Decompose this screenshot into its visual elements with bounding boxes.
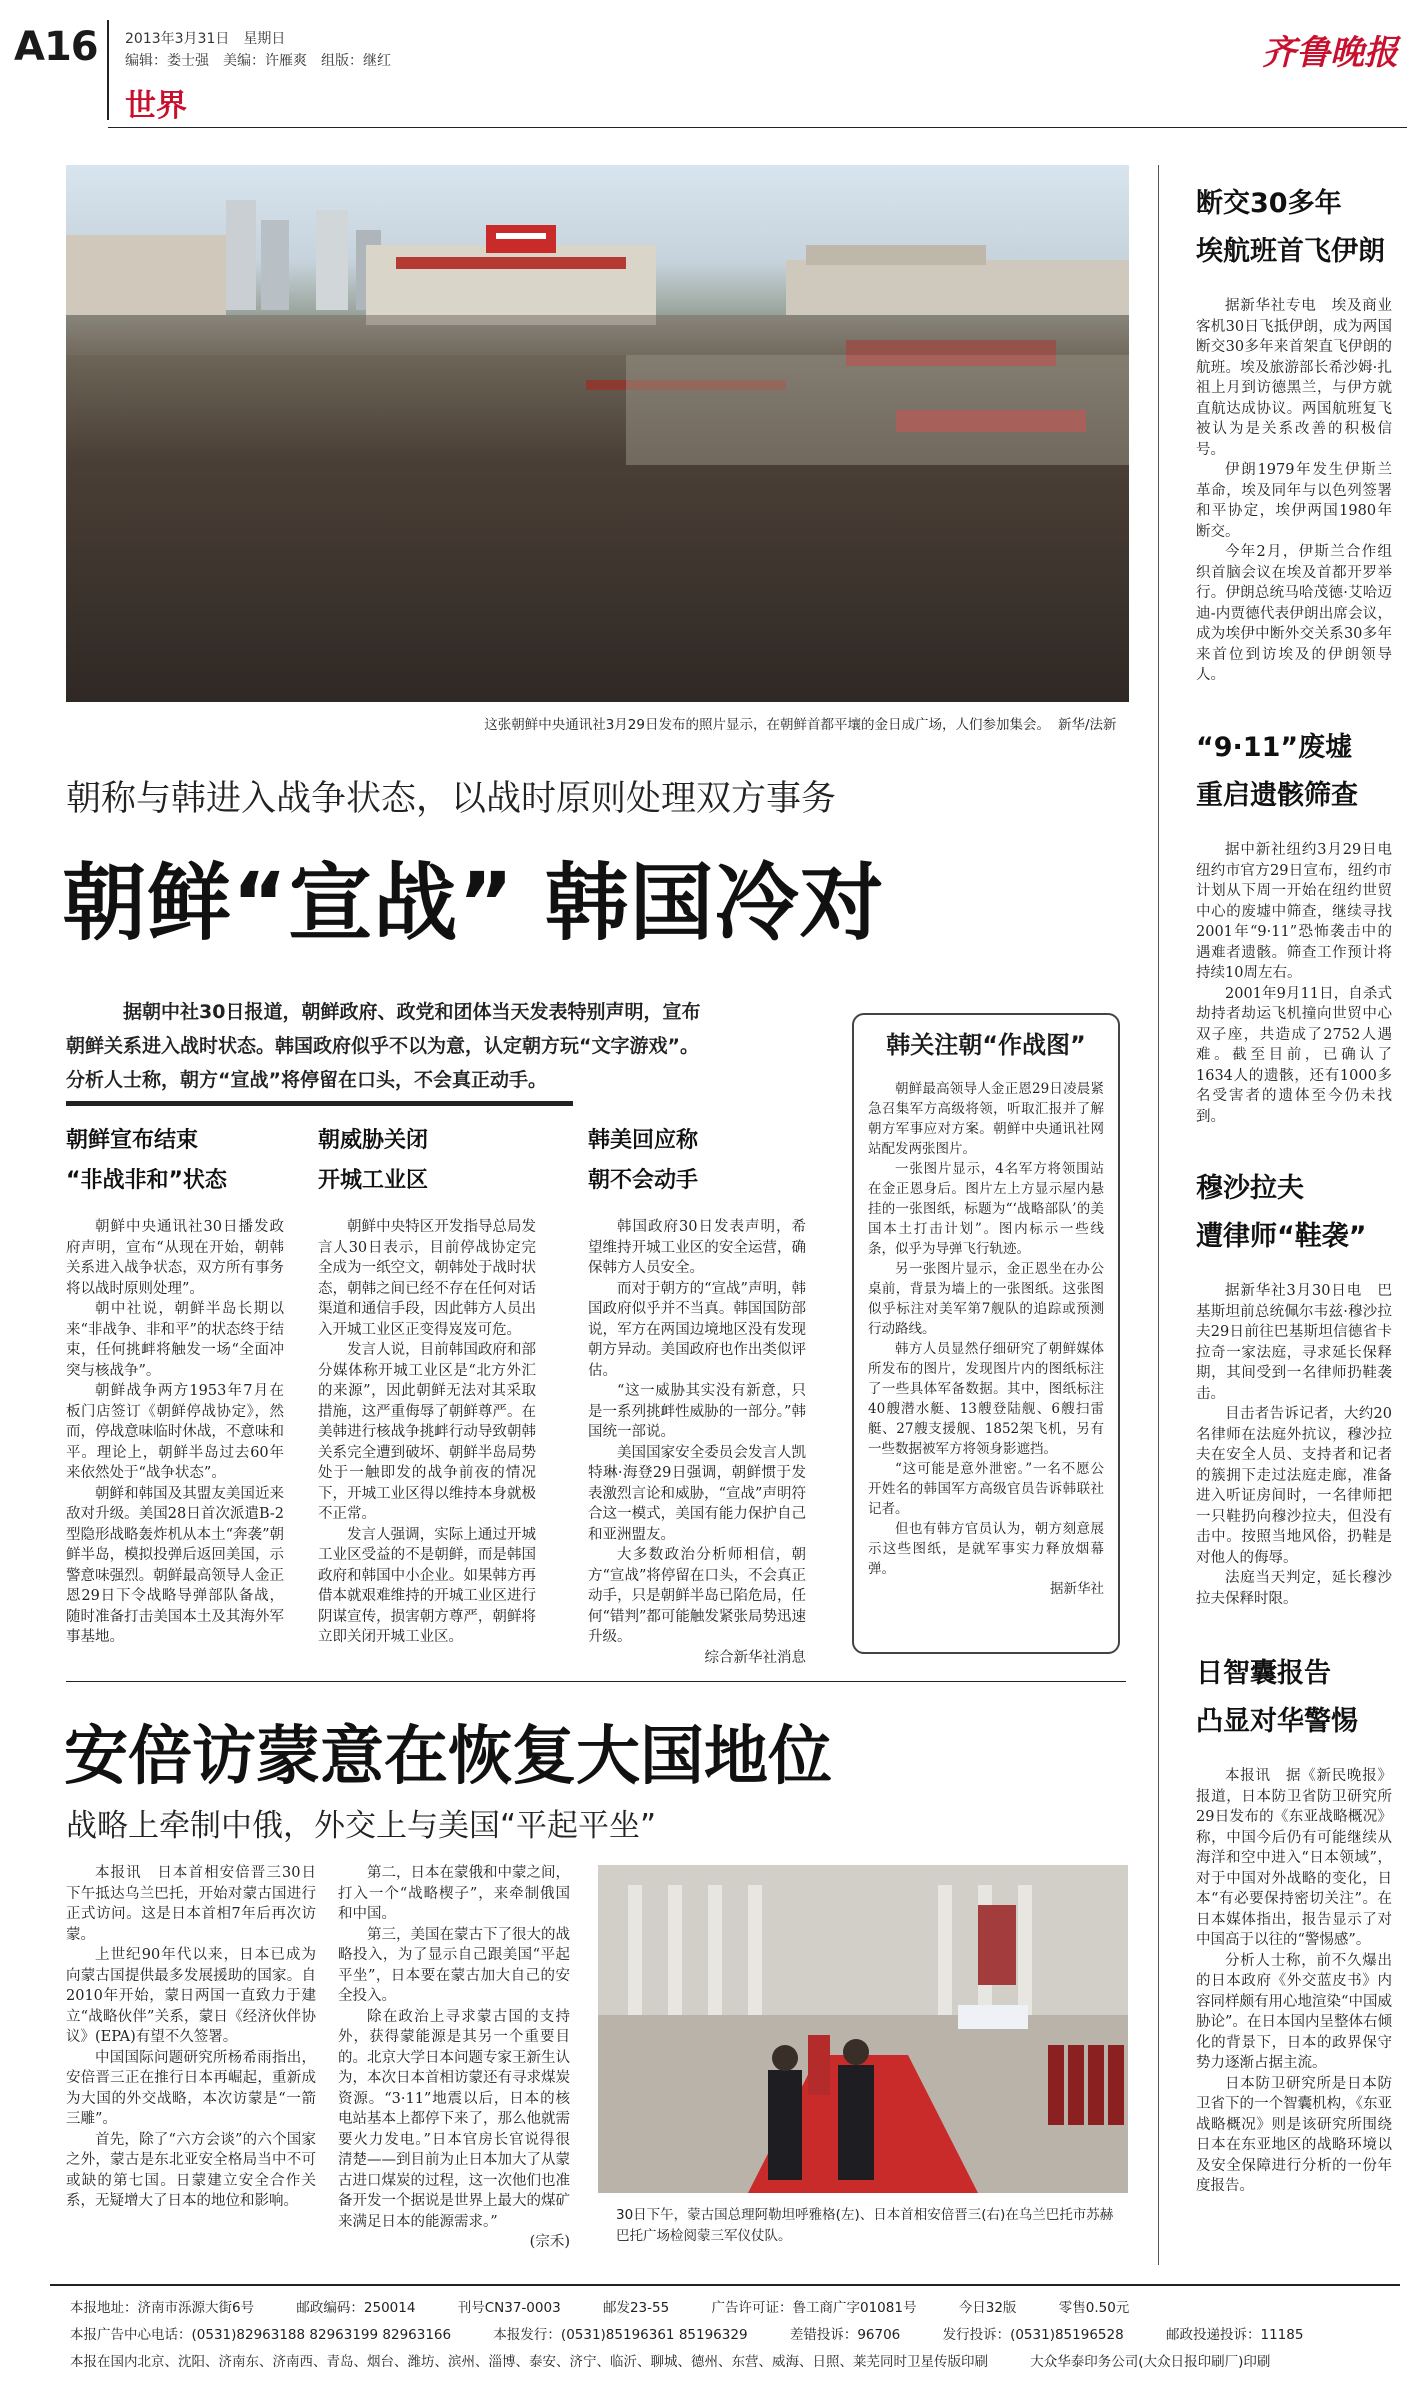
column-3-paragraph: 美国国家安全委员会发言人凯特琳·海登29日强调，朝鲜惯于发表激烈言论和威胁，“宣战”声明符合这一模式，美国有能力保护自己和亚洲盟友。 — [588, 1444, 806, 1543]
footer-line-3 — [70, 2350, 1308, 2370]
side-story-1-paragraph: 伊朗1979年发生伊斯兰革命，埃及同年与以色列签署和平协定，埃伊两国1980年断交。 — [1196, 462, 1392, 540]
side-story-4 — [1196, 1650, 1392, 2197]
column-2-title-line-1: 朝威胁关闭 — [318, 1128, 429, 1153]
side-story-4-title-line-1: 日智囊报告 — [1196, 1658, 1331, 1689]
side-story-1-body — [1196, 296, 1392, 686]
column-1-paragraph: 朝鲜中央通讯社30日播发政府声明，宣布“从现在开始，朝韩关系进入战争状态，双方所有事务将以战时原则处理”。 — [66, 1219, 284, 1297]
side-story-2-title-line-2: 重启遗骸筛查 — [1196, 780, 1358, 811]
editor-credits: 编辑：娄士强 美编：许雁爽 组版：继红 — [125, 53, 391, 69]
footer-postcode: 邮政编码：250014 — [296, 2300, 416, 2316]
lead-headline: 朝鲜“宣战” 韩国冷对 — [62, 854, 885, 952]
side-column-divider — [1158, 165, 1159, 2265]
footer-line-2 — [70, 2323, 1341, 2343]
header-rule — [108, 127, 1407, 128]
side-story-4-paragraph: 分析人士称，前不久爆出的日本政府《外交蓝皮书》内容同样颇有用心地渲染“中国威胁论”。在日本国内呈整体右倾化的背景下，日本的政界保守势力逐渐占据主流。 — [1196, 1952, 1392, 2071]
lede-underline — [66, 1101, 573, 1106]
side-story-4-paragraph: 本报讯 据《新民晚报》报道，日本防卫省防卫研究所29日发布的《东亚战略概况》称，中国今后仍有可能继续从海洋和空中进入“日本领域”，对于中国对外战略的变化，日本“有必要保持密切关注”。在日本媒体指出，报告显示了对中国高于以往的“警惕感”。 — [1196, 1768, 1392, 1948]
side-story-4-title-line-2: 凸显对华警惕 — [1196, 1706, 1358, 1737]
column-2-body — [318, 1217, 536, 1648]
column-2-paragraph: 发言人强调，实际上通过开城工业区受益的不是朝鲜，而是韩国政府和韩国中小企业。如果韩方再借本就艰难维持的开城工业区进行阴谋宣传，损害朝方尊严，朝鲜将立即关闭开城工业区。 — [318, 1526, 536, 1645]
top-photo-caption: 这张朝鲜中央通讯社3月29日发布的照片显示，在朝鲜首都平壤的金日成广场，人们参加集会。 — [484, 717, 1050, 733]
footer-ad-license: 广告许可证：鲁工商广字01081号 — [711, 2300, 917, 2316]
footer-page-count: 今日32版 — [958, 2300, 1017, 2316]
column-3-paragraph: “这一威胁其实没有新意，只是一系列挑衅性威胁的一部分。”韩国统一部说。 — [588, 1383, 806, 1440]
ceremony-photo-caption: 30日下午，蒙古国总理阿勒坦呼雅格(左)、日本首相安倍晋三(右)在乌兰巴托市苏赫巴托广场检阅蒙三军仪仗队。 — [616, 2207, 1114, 2244]
ceremony-photo-illustration — [598, 1865, 1128, 2193]
story-divider — [66, 1681, 1126, 1682]
column-3-paragraph: 而对于朝方的“宣战”声明，韩国政府似乎并不当真。韩国国防部说，军方在两国边境地区没有发现朝方异动。美国政府也作出类似评估。 — [588, 1280, 806, 1379]
column-1-paragraph: 朝鲜和韩国及其盟友美国近来敌对升级。美国28日首次派遣B-2型隐形战略轰炸机从本土“奔袭”朝鲜半岛，模拟投弹后返回美国，示警意味强烈。朝鲜最高领导人金正恩29日下令战略导弹部队备战，随时准备打击美国本土及其海外军事基地。 — [66, 1485, 284, 1645]
sidebar-box — [852, 1013, 1120, 1654]
footer-print-sites: 本报在国内北京、沈阳、济南东、济南西、青岛、烟台、潍坊、滨州、淄博、泰安、济宁、临沂、聊城、德州、东营、威海、日照、莱芜同时卫星传版印刷 — [70, 2354, 988, 2370]
column-1-body — [66, 1217, 284, 1648]
header-divider-vertical — [107, 20, 109, 120]
column-3-paragraph: 大多数政治分析师相信，朝方“宣战”将停留在口头，不会真正动手，只是朝鲜半岛已陷危局，任何“错判”都可能触发紧张局势迅速升级。 — [588, 1547, 806, 1645]
footer-printer: 大众华泰印务公司(大众日报印刷厂)印刷 — [1030, 2354, 1271, 2370]
lead-subheadline: 朝称与韩进入战争状态，以战时原则处理双方事务 — [66, 779, 837, 819]
column-2-paragraph: 发言人说，目前韩国政府和部分媒体称开城工业区是“北方外汇的来源”，因此朝鲜无法对其采取措施，这严重侮辱了朝鲜尊严。在美韩进行核战争挑衅行动导致朝韩关系完全遭到破坏、朝鲜半岛局势处于一触即发的战争前夜的情况下，开城工业区得以维持本身就极不正常。 — [318, 1342, 536, 1522]
side-story-3 — [1196, 1165, 1392, 1609]
second-column-2-paragraph: 第三，美国在蒙古下了很大的战略投入，为了显示自己跟美国“平起平坐”，日本要在蒙古加大自己的安全投入。 — [338, 1926, 570, 2004]
second-column-1-paragraph: 中国国际问题研究所杨希雨指出，安倍晋三正在推行日本再崛起，重新成为大国的外交战略，本次访蒙是“一箭三雕”。 — [66, 2049, 316, 2127]
sidebar-paragraph: 一张图片显示，4名军方将领围站在金正恩身后。图片左上方显示屋内悬挂的一张图纸，标题为“‘战略部队’的美国本土打击计划”。图内标示一些线条，似乎为导弹飞行轨迹。 — [868, 1161, 1104, 1257]
column-1-paragraph: 朝鲜战争两方1953年7月在板门店签订《朝鲜停战协定》，然而，停战意味临时休战，不意味和平。理论上，朝鲜半岛过去60年来依然处于“战争状态”。 — [66, 1383, 284, 1481]
newspaper-logo: 齐鲁晚报 — [1262, 33, 1398, 73]
column-3-body — [588, 1217, 806, 1648]
side-story-3-body — [1196, 1281, 1392, 1609]
side-story-3-paragraph: 据新华社3月30日电 巴基斯坦前总统佩尔韦兹·穆沙拉夫29日前往巴基斯坦信德省卡拉奇一家法庭，寻求延长保释期，其间受到一名律师扔鞋袭击。 — [1196, 1283, 1392, 1402]
column-2-paragraph: 朝鲜中央特区开发指导总局发言人30日表示，目前停战协定完全成为一纸空文，朝韩处于战时状态，朝韩之间已经不存在任何对话渠道和通信手段，因此韩方人员出入开城工业区正变得岌岌可危。 — [318, 1219, 536, 1338]
side-story-1-title-line-1: 断交30多年 — [1196, 188, 1342, 219]
section-name: 世界 — [125, 88, 187, 124]
footer-address: 本报地址：济南市泺源大街6号 — [70, 2300, 255, 2316]
second-column-1-paragraph: 本报讯 日本首相安倍晋三30日下午抵达乌兰巴托，开始对蒙古国进行正式访问。这是日本首相7年后再次访蒙。 — [66, 1865, 316, 1943]
second-column-2-paragraph: 第二，日本在蒙俄和中蒙之间，打入一个“战略楔子”，来牵制俄国和中国。 — [338, 1865, 570, 1922]
footer-postal-complaint: 邮政投递投诉：11185 — [1165, 2327, 1304, 2343]
side-story-1-title-line-2: 埃航班首飞伊朗 — [1196, 236, 1385, 267]
side-story-3-paragraph: 目击者告诉记者，大约20名律师在法庭外抗议，穆沙拉夫在安全人员、支持者和记者的簇拥下走过法庭走廊，准备进入听证房间时，一名律师把一只鞋扔向穆沙拉夫，但没有击中。按照当地风俗，扔鞋是对他人的侮辱。 — [1196, 1406, 1392, 1566]
side-story-3-title-line-1: 穆沙拉夫 — [1196, 1173, 1304, 1204]
footer-error-complaint: 差错投诉：96706 — [789, 2327, 901, 2343]
second-column-1 — [66, 1863, 316, 2212]
rally-photo-illustration — [66, 165, 1129, 702]
sidebar-paragraph: 但也有韩方官员认为，朝方刻意展示这些图纸，是就军事实力释放烟幕弹。 — [868, 1521, 1104, 1577]
side-story-2 — [1196, 724, 1407, 1127]
side-story-2-title-line-1: “9·11”废墟 — [1196, 732, 1353, 763]
rally-photo — [66, 165, 1129, 702]
side-story-2-paragraph: 据中新社纽约3月29日电 纽约市官方29日宣布，纽约市计划从下周一开始在纽约世贸中心的废墟中筛查，继续寻找2001年“9·11”恐怖袭击中的遇难者遗骸。筛查工作预计将持续10周左右。 — [1196, 842, 1407, 981]
column-2-title-line-2: 开城工业区 — [318, 1168, 429, 1193]
lead-column-3 — [588, 1121, 806, 1668]
footer-distribution-complaint: 发行投诉：(0531)85196528 — [942, 2327, 1124, 2343]
footer-post-code: 邮发23-55 — [602, 2300, 670, 2316]
footer-distribution-phone: 本报发行：(0531)85196361 85196329 — [493, 2327, 748, 2343]
sidebar-paragraph: 另一张图片显示，金正恩坐在办公桌前，背景为墙上的一张图纸。这张图似乎标注对美军第7舰队的追踪或预测行动路线。 — [868, 1261, 1104, 1337]
second-column-1-paragraph: 首先，除了“六方会谈”的六个国家之外，蒙古是东北亚安全格局当中不可或缺的第七国。日蒙建立安全合作关系，无疑增大了日本的地位和影响。 — [66, 2131, 316, 2209]
column-1-title-line-2: “非战非和”状态 — [66, 1168, 227, 1193]
second-column-2 — [338, 1863, 570, 2253]
lead-column-2 — [318, 1121, 536, 1648]
column-3-credit: 综合新华社消息 — [704, 1649, 806, 1666]
page-number: A16 — [14, 24, 98, 70]
second-subheadline: 战略上牵制中俄，外交上与美国“平起平坐” — [66, 1808, 657, 1844]
second-headline: 安倍访蒙意在恢复大国地位 — [64, 1720, 832, 1794]
second-column-2-paragraph: 除在政治上寻求蒙古国的支持外，获得蒙能源是其另一个重要目的。北京大学日本问题专家王新生认为，本次日本首相访蒙还有寻求煤炭资源。“3·11”地震以后，日本的核电站基本上都停下来了，那么他就需要火力发电。”日本官房长官说得很清楚——到目前为止日本加大了从蒙古进口煤炭的过程，这一次他们也准备开发一个据说是世界上最大的煤矿来满足日本的能源需求。” — [338, 2008, 570, 2230]
issue-date: 2013年3月31日 星期日 — [125, 31, 286, 47]
second-column-2-credit: (宗禾) — [529, 2234, 570, 2250]
side-story-4-body — [1196, 1766, 1392, 2197]
column-1-title-line-1: 朝鲜宣布结束 — [66, 1128, 199, 1153]
mongolia-ceremony-photo — [598, 1865, 1128, 2193]
footer-line-1 — [70, 2296, 1167, 2316]
sidebar-paragraph: “这可能是意外泄密。”一名不愿公开姓名的韩国军方高级官员告诉韩联社记者。 — [868, 1461, 1104, 1517]
column-3-paragraph: 韩国政府30日发表声明，希望维持开城工业区的安全运营，确保韩方人员安全。 — [588, 1219, 806, 1276]
sidebar-body — [868, 1079, 1104, 1579]
side-story-2-body — [1196, 840, 1407, 1127]
footer-issn: 刊号CN37-0003 — [457, 2300, 561, 2316]
second-column-1-paragraph: 上世纪90年代以来，日本已成为向蒙古国提供最多发展援助的国家。自2010年开始，蒙日两国一直致力于建立“战略伙伴”关系，蒙日《经济伙伴协议》(EPA)有望不久签署。 — [66, 1947, 316, 2045]
side-story-1-paragraph: 据新华社专电 埃及商业客机30日飞抵伊朗，成为两国断交30多年来首架直飞伊朗的航班。埃及旅游部长希沙姆·扎祖上月到访德黑兰，与伊方就直航达成协议。两国航班复飞被认为是关系改善的积极信号。 — [1196, 298, 1392, 458]
footer-price: 零售0.50元 — [1058, 2300, 1130, 2316]
column-3-title-line-2: 朝不会动手 — [588, 1168, 699, 1193]
column-3-title-line-1: 韩美回应称 — [588, 1128, 699, 1153]
side-story-1 — [1196, 180, 1392, 686]
footer-rule — [50, 2284, 1400, 2286]
column-1-paragraph: 朝中社说，朝鲜半岛长期以来“非战争、非和平”的状态终于结束，任何挑衅将触发一场“全面冲突与核战争”。 — [66, 1301, 284, 1379]
side-story-3-title-line-2: 遭律师“鞋袭” — [1196, 1221, 1367, 1252]
lead-lede: 据朝中社30日报道，朝鲜政府、政党和团体当天发表特别声明，宣布朝鲜关系进入战时状态。韩国政府似乎不以为意，认定朝方玩“文字游戏”。分析人士称，朝方“宣战”将停留在口头，不会真正动手。 — [66, 1001, 701, 1091]
side-story-2-paragraph: 2001年9月11日，自杀式劫持者劫运飞机撞向世贸中心双子座，共造成了2752人遇难。截至目前，已确认了1634人的遗骸，还有1000多名受害者的遗体至今仍未找到。 — [1196, 985, 1392, 1125]
sidebar-paragraph: 朝鲜最高领导人金正恩29日凌晨紧急召集军方高级将领，听取汇报并了解朝方军事应对方案。朝鲜中央通讯社网站配发两张图片。 — [868, 1081, 1104, 1157]
top-photo-credit: 新华/法新 — [1058, 717, 1117, 733]
side-story-4-paragraph: 日本防卫研究所是日本防卫省下的一个智囊机构，《东亚战略概况》则是该研究所围绕日本在东亚地区的战略环境以及安全保障进行分析的一份年度报告。 — [1196, 2075, 1392, 2194]
sidebar-title: 韩关注朝“作战图” — [886, 1031, 1086, 1059]
sidebar-paragraph: 韩方人员显然仔细研究了朝鲜媒体所发布的图片，发现图片内的图纸标注了一些具体军备数据。其中，图纸标注40艘潜水艇、13艘登陆舰、6艘扫雷艇、27艘支援舰、1852架飞机，另有一些数据被军方将领身影遮挡。 — [868, 1341, 1104, 1457]
sidebar-credit: 据新华社 — [1050, 1581, 1104, 1597]
lead-column-1 — [66, 1121, 284, 1648]
side-story-1-paragraph: 今年2月，伊斯兰合作组织首脑会议在埃及首都开罗举行。伊朗总统马哈茂德·艾哈迈迪-内贾德代表伊朗出席会议，成为埃伊中断外交关系30多年来首位到访埃及的伊朗领导人。 — [1196, 544, 1392, 683]
footer-ad-phone: 本报广告中心电话：(0531)82963188 82963199 82963166 — [70, 2327, 452, 2343]
side-story-3-paragraph: 法庭当天判定，延长穆沙拉夫保释时限。 — [1196, 1570, 1392, 1607]
